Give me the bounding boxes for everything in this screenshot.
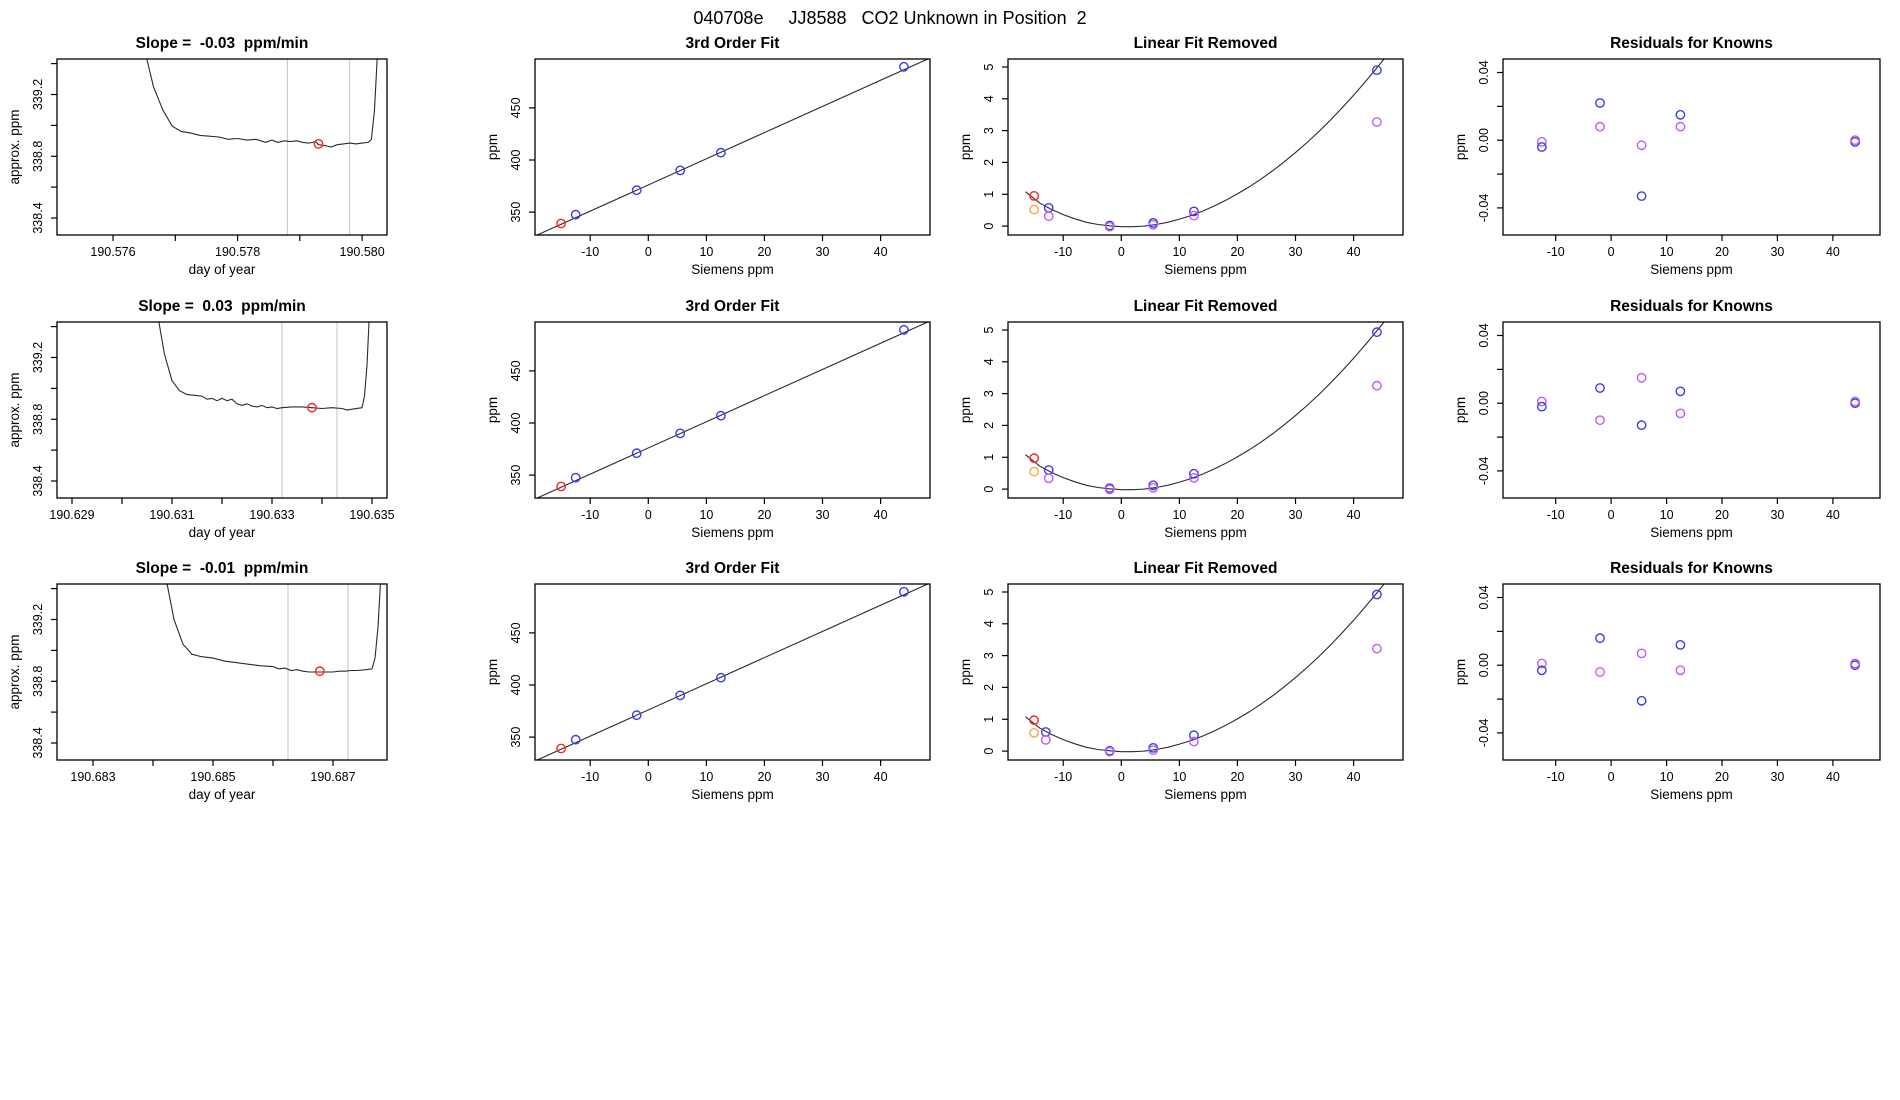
plot-linear-fit-removed-row1: [953, 27, 1431, 287]
svg-text:30: 30: [1288, 508, 1303, 522]
svg-text:190.685: 190.685: [190, 770, 236, 784]
plot-linear-fit-removed-row2: [953, 290, 1431, 550]
svg-text:-10: -10: [1054, 508, 1073, 522]
svg-text:Siemens ppm: Siemens ppm: [691, 262, 774, 277]
svg-text:-0.04: -0.04: [1477, 456, 1491, 486]
svg-text:30: 30: [1288, 770, 1303, 784]
svg-text:400: 400: [509, 412, 523, 434]
svg-text:Siemens ppm: Siemens ppm: [1650, 525, 1733, 540]
svg-text:40: 40: [873, 245, 888, 259]
svg-text:0: 0: [1607, 508, 1615, 522]
plot-3rd-order-fit-row2: [480, 290, 958, 550]
svg-text:approx. ppm: approx. ppm: [7, 372, 22, 448]
svg-text:Slope = -0.03 ppm/min: Slope = -0.03 ppm/min: [135, 35, 309, 52]
svg-text:Siemens ppm: Siemens ppm: [691, 525, 774, 540]
svg-text:20: 20: [1715, 508, 1729, 522]
plot-slope-row1: [2, 27, 415, 287]
svg-text:0: 0: [1607, 770, 1615, 784]
svg-text:Linear Fit Removed: Linear Fit Removed: [1133, 35, 1278, 52]
svg-text:3rd Order Fit: 3rd Order Fit: [685, 35, 780, 52]
svg-text:40: 40: [873, 508, 888, 522]
svg-text:10: 10: [699, 245, 714, 259]
svg-text:1: 1: [982, 190, 996, 198]
svg-text:-10: -10: [1546, 245, 1565, 259]
svg-text:0: 0: [982, 222, 996, 230]
svg-text:Siemens ppm: Siemens ppm: [1650, 262, 1733, 277]
svg-text:0: 0: [644, 770, 652, 784]
svg-text:3: 3: [982, 390, 996, 398]
svg-text:Slope = 0.03 ppm/min: Slope = 0.03 ppm/min: [138, 298, 306, 315]
svg-text:0: 0: [644, 245, 652, 259]
svg-text:339.2: 339.2: [31, 78, 45, 111]
svg-text:20: 20: [1230, 508, 1245, 522]
svg-text:30: 30: [1288, 245, 1303, 259]
svg-text:Linear Fit Removed: Linear Fit Removed: [1133, 560, 1278, 577]
svg-text:-10: -10: [581, 770, 600, 784]
svg-text:338.8: 338.8: [31, 403, 45, 435]
svg-text:ppm: ppm: [1453, 658, 1468, 686]
svg-text:5: 5: [982, 63, 996, 71]
plot-residuals-row3: [1448, 552, 1900, 812]
svg-text:-10: -10: [581, 245, 600, 259]
svg-text:Linear Fit Removed: Linear Fit Removed: [1133, 298, 1278, 315]
svg-text:Siemens ppm: Siemens ppm: [1164, 787, 1247, 802]
svg-text:Siemens ppm: Siemens ppm: [1650, 787, 1733, 802]
svg-text:4: 4: [982, 358, 996, 366]
svg-text:0.00: 0.00: [1477, 128, 1491, 153]
svg-text:4: 4: [982, 620, 996, 628]
svg-text:ppm: ppm: [958, 396, 973, 424]
svg-text:190.631: 190.631: [149, 508, 195, 522]
plot-linear-fit-removed-row3: [953, 552, 1431, 812]
svg-text:30: 30: [1770, 245, 1785, 259]
svg-text:30: 30: [815, 245, 830, 259]
svg-text:190.578: 190.578: [215, 245, 261, 259]
svg-text:0: 0: [644, 508, 652, 522]
svg-text:0: 0: [982, 485, 996, 493]
svg-text:-0.04: -0.04: [1477, 718, 1491, 748]
svg-text:ppm: ppm: [485, 133, 500, 161]
svg-text:3rd Order Fit: 3rd Order Fit: [685, 560, 780, 577]
plot-3rd-order-fit-row1: [480, 27, 958, 287]
svg-text:40: 40: [1825, 508, 1840, 522]
svg-text:20: 20: [757, 245, 772, 259]
svg-text:ppm: ppm: [1453, 396, 1468, 424]
svg-text:30: 30: [1770, 770, 1785, 784]
svg-text:2: 2: [982, 421, 996, 429]
svg-text:40: 40: [1346, 508, 1361, 522]
svg-text:ppm: ppm: [1453, 133, 1468, 161]
svg-text:350: 350: [509, 464, 523, 486]
svg-text:20: 20: [757, 770, 772, 784]
svg-text:350: 350: [509, 726, 523, 748]
svg-text:-10: -10: [1054, 245, 1073, 259]
svg-text:Siemens ppm: Siemens ppm: [691, 787, 774, 802]
svg-text:450: 450: [509, 360, 523, 382]
svg-text:40: 40: [1346, 245, 1361, 259]
svg-text:0: 0: [1117, 508, 1125, 522]
svg-text:2: 2: [982, 158, 996, 166]
svg-text:20: 20: [1230, 245, 1245, 259]
svg-text:day of year: day of year: [188, 525, 256, 540]
svg-text:30: 30: [815, 770, 830, 784]
svg-text:20: 20: [757, 508, 772, 522]
svg-text:0.04: 0.04: [1477, 60, 1491, 85]
svg-text:190.576: 190.576: [90, 245, 136, 259]
svg-text:10: 10: [1659, 245, 1674, 259]
svg-text:400: 400: [509, 674, 523, 696]
svg-text:190.687: 190.687: [310, 770, 356, 784]
svg-text:10: 10: [699, 508, 714, 522]
svg-text:20: 20: [1230, 770, 1245, 784]
svg-text:10: 10: [1172, 770, 1187, 784]
plot-3rd-order-fit-row3: [480, 552, 958, 812]
svg-text:40: 40: [1825, 245, 1840, 259]
svg-text:338.8: 338.8: [31, 140, 45, 172]
svg-text:338.4: 338.4: [31, 727, 45, 759]
svg-text:5: 5: [982, 588, 996, 596]
svg-text:190.629: 190.629: [49, 508, 95, 522]
svg-text:450: 450: [509, 97, 523, 119]
svg-text:day of year: day of year: [188, 787, 256, 802]
plot-slope-row2: [2, 290, 415, 550]
svg-text:ppm: ppm: [958, 133, 973, 161]
svg-text:Slope = -0.01 ppm/min: Slope = -0.01 ppm/min: [135, 560, 309, 577]
svg-text:-10: -10: [1054, 770, 1073, 784]
svg-text:10: 10: [1172, 245, 1187, 259]
svg-text:0: 0: [1117, 770, 1125, 784]
svg-text:339.2: 339.2: [31, 603, 45, 636]
svg-text:-0.04: -0.04: [1477, 193, 1491, 223]
svg-text:350: 350: [509, 201, 523, 223]
svg-text:190.683: 190.683: [70, 770, 116, 784]
svg-text:3rd Order Fit: 3rd Order Fit: [685, 298, 780, 315]
svg-text:approx. ppm: approx. ppm: [7, 634, 22, 710]
plot-residuals-row1: [1448, 27, 1900, 287]
svg-text:day of year: day of year: [188, 262, 256, 277]
svg-text:0: 0: [982, 747, 996, 755]
page-title: 040708e JJ8588 CO2 Unknown in Position 2: [693, 8, 1087, 28]
svg-text:-10: -10: [581, 508, 600, 522]
svg-text:4: 4: [982, 95, 996, 103]
svg-text:Siemens ppm: Siemens ppm: [1164, 525, 1247, 540]
svg-text:ppm: ppm: [485, 396, 500, 424]
svg-text:400: 400: [509, 149, 523, 171]
svg-text:0.00: 0.00: [1477, 653, 1491, 678]
svg-text:0: 0: [1117, 245, 1125, 259]
svg-text:-10: -10: [1546, 508, 1565, 522]
svg-text:10: 10: [1659, 508, 1674, 522]
svg-text:0.04: 0.04: [1477, 585, 1491, 610]
plot-slope-row3: [2, 552, 415, 812]
svg-text:3: 3: [982, 652, 996, 660]
svg-text:20: 20: [1715, 770, 1729, 784]
svg-text:190.580: 190.580: [339, 245, 385, 259]
svg-text:40: 40: [873, 770, 888, 784]
svg-text:approx. ppm: approx. ppm: [7, 109, 22, 185]
svg-text:Residuals for Knowns: Residuals for Knowns: [1610, 560, 1773, 577]
svg-text:40: 40: [1825, 770, 1840, 784]
svg-text:338.8: 338.8: [31, 665, 45, 697]
svg-text:450: 450: [509, 622, 523, 644]
svg-text:10: 10: [1172, 508, 1187, 522]
svg-text:30: 30: [1770, 508, 1785, 522]
svg-text:2: 2: [982, 683, 996, 691]
svg-text:338.4: 338.4: [31, 202, 45, 234]
svg-text:0: 0: [1607, 245, 1615, 259]
svg-text:20: 20: [1715, 245, 1729, 259]
svg-text:3: 3: [982, 127, 996, 135]
svg-text:339.2: 339.2: [31, 341, 45, 374]
svg-text:190.635: 190.635: [349, 508, 395, 522]
svg-text:190.633: 190.633: [249, 508, 295, 522]
svg-text:40: 40: [1346, 770, 1361, 784]
svg-text:Siemens ppm: Siemens ppm: [1164, 262, 1247, 277]
svg-text:5: 5: [982, 326, 996, 334]
plot-residuals-row2: [1448, 290, 1900, 550]
svg-text:1: 1: [982, 453, 996, 461]
svg-text:0.00: 0.00: [1477, 391, 1491, 416]
svg-text:0.04: 0.04: [1477, 323, 1491, 348]
svg-text:-10: -10: [1546, 770, 1565, 784]
svg-text:30: 30: [815, 508, 830, 522]
svg-text:10: 10: [699, 770, 714, 784]
svg-text:ppm: ppm: [958, 658, 973, 686]
svg-text:Residuals for Knowns: Residuals for Knowns: [1610, 35, 1773, 52]
svg-text:1: 1: [982, 715, 996, 723]
svg-text:10: 10: [1659, 770, 1674, 784]
svg-text:ppm: ppm: [485, 658, 500, 686]
svg-text:Residuals for Knowns: Residuals for Knowns: [1610, 298, 1773, 315]
svg-text:338.4: 338.4: [31, 465, 45, 497]
